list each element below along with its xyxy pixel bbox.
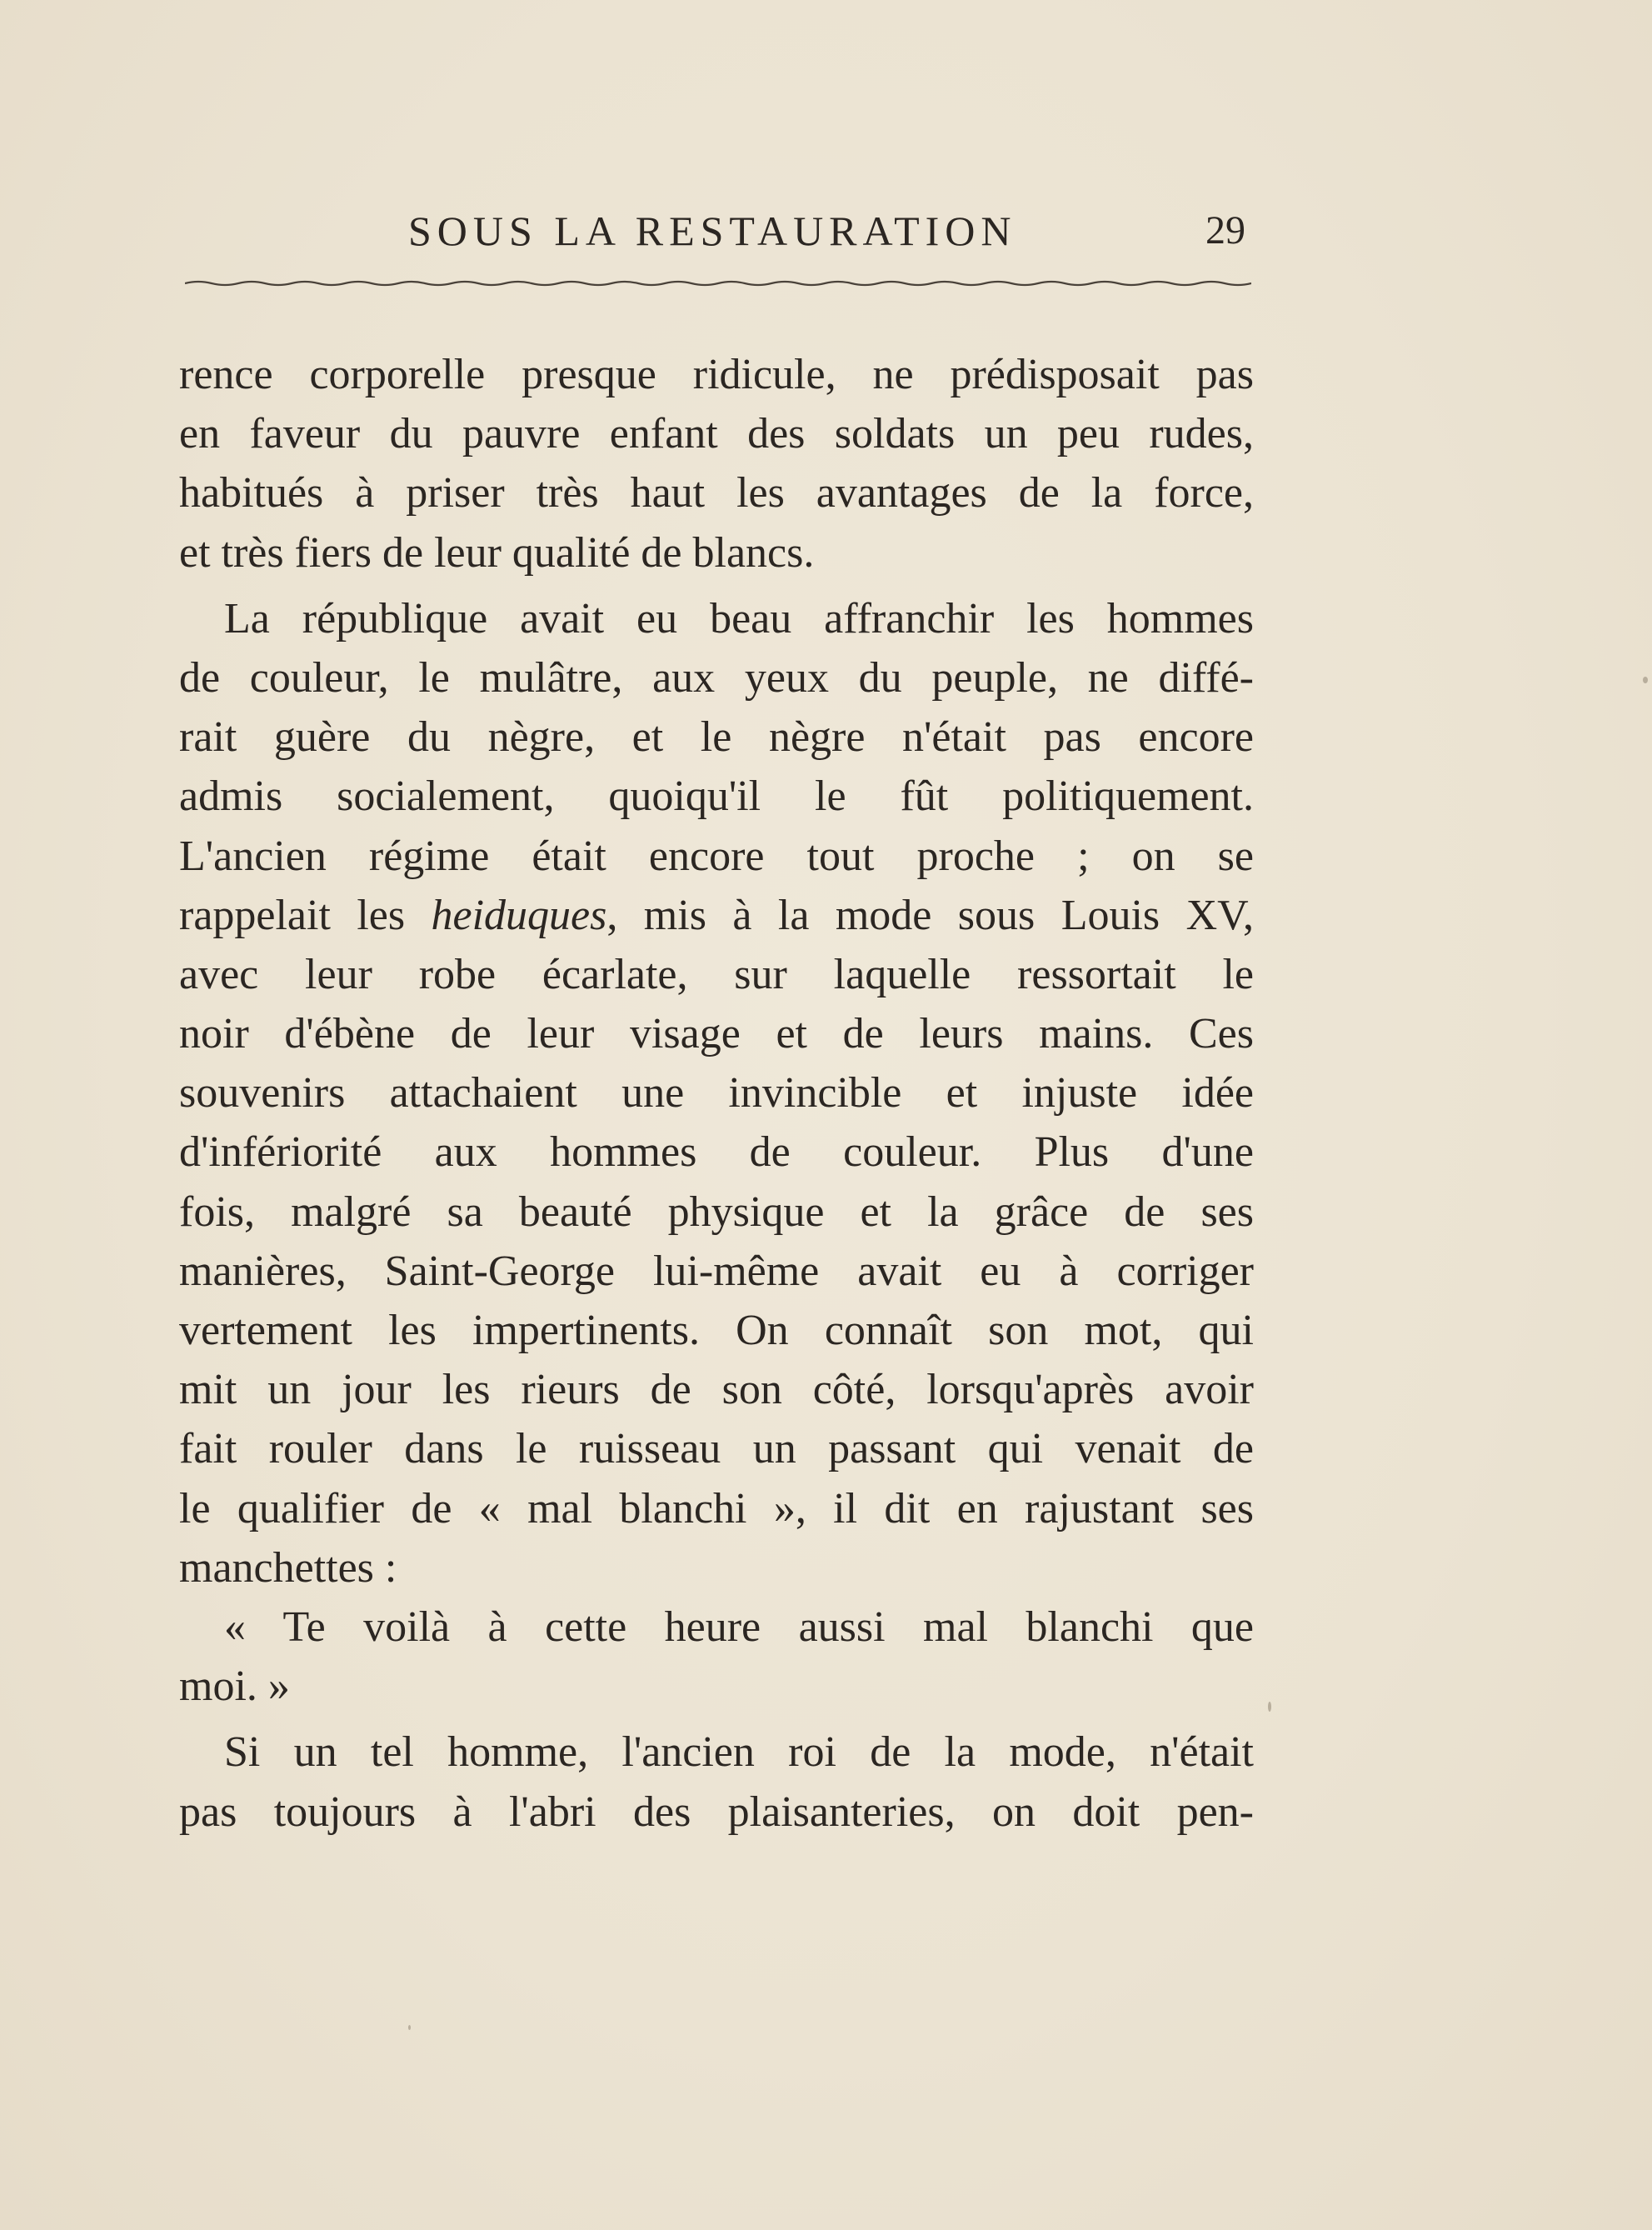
paper-speck xyxy=(408,2025,411,2030)
text-line: pas toujours à l'abri des plaisanteries, on doit pen- xyxy=(179,1788,1254,1836)
text-line: L'ancien régime était encore tout proche ; on se xyxy=(179,832,1254,880)
text-line: « Te voilà à cette heure aussi mal blanchi que xyxy=(224,1602,1254,1651)
text-line: et très fiers de leur qualité de blancs. xyxy=(179,528,815,577)
text-line: habitués à priser très haut les avantages de la force, xyxy=(179,469,1254,518)
page-number: 29 xyxy=(1205,208,1245,252)
text-line: admis socialement, quoiqu'il le fût politiquement. xyxy=(179,772,1254,821)
text-line-heiduques xyxy=(179,886,1254,945)
text-line: en faveur du pauvre enfant des soldats un peu rudes, xyxy=(179,410,1254,458)
italic-term-heiduques: heiduques xyxy=(431,891,607,939)
text-line: rait guère du nègre, et le nègre n'était pas encore xyxy=(179,713,1254,762)
text-line: manières, Saint-George lui-même avait eu à corriger xyxy=(179,1247,1254,1295)
text-line: de couleur, le mulâtre, aux yeux du peuple, ne diffé- xyxy=(179,653,1254,702)
body-text xyxy=(179,345,1254,1842)
text-line: noir d'ébène de leur visage et de leurs mains. Ces xyxy=(179,1010,1254,1058)
paper-speck xyxy=(1268,1702,1271,1712)
text-segment: , mis à la mode sous Louis XV, xyxy=(606,891,1254,939)
text-line: fois, malgré sa beauté physique et la grâce de ses xyxy=(179,1188,1254,1236)
text-line: le qualifier de « mal blanchi », il dit en rajustant ses xyxy=(179,1484,1254,1532)
running-title: SOUS LA RESTAURATION xyxy=(408,208,1017,254)
text-line: avec leur robe écarlate, sur laquelle ressortait le xyxy=(179,950,1254,998)
text-line: vertement les impertinents. On connaît son mot, qui xyxy=(179,1307,1254,1354)
text-line: d'infériorité aux hommes de couleur. Plus d'une xyxy=(179,1128,1254,1177)
text-line: manchettes : xyxy=(179,1543,397,1592)
paper-speck xyxy=(1643,677,1648,683)
text-line: fait rouler dans le ruisseau un passant qui venait de xyxy=(179,1425,1254,1473)
text-line: Si un tel homme, l'ancien roi de la mode, n'était xyxy=(224,1728,1254,1777)
running-head xyxy=(179,202,1254,260)
text-line: souvenirs attachaient une invincible et injuste idée xyxy=(179,1069,1254,1118)
text-line: mit un jour les rieurs de son côté, lorsqu'après avoir xyxy=(179,1366,1254,1414)
text-line: moi. » xyxy=(179,1662,290,1711)
text-segment: rappelait les xyxy=(179,891,432,939)
text-line: La république avait eu beau affranchir les hommes xyxy=(224,594,1254,642)
ornamental-wavy-rule xyxy=(185,277,1251,290)
text-line: rence corporelle presque ridicule, ne prédisposait pas xyxy=(179,351,1254,398)
